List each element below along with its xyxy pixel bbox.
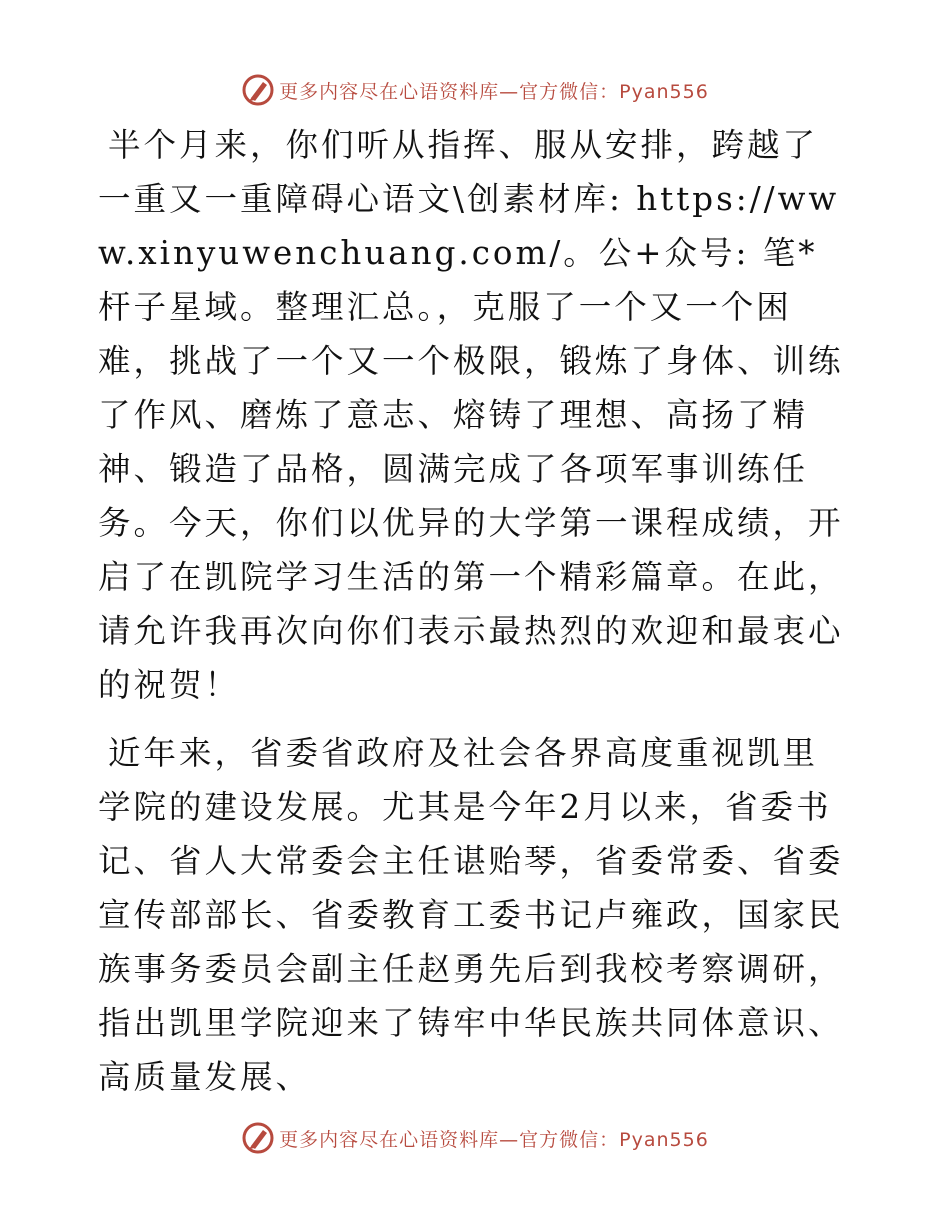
pen-logo-icon bbox=[241, 73, 275, 107]
footer-banner-text: 更多内容尽在心语资料库—官方微信：Pyan556 bbox=[279, 1128, 709, 1151]
footer-banner bbox=[0, 1118, 950, 1158]
paragraph-1: 半个月来，你们听从指挥、服从安排，跨越了一重又一重障碍心语文\创素材库: https://www.xinyuwenchuang.com/。公+众号: 笔*杆子星域。整理汇总。，克服了一个又一个困难，挑战了一个又一个极限，锻炼了身体、训练了作风、磨炼了意志、熔铸了理想、高扬了精神、锻造了品格，圆满完成了各项军事训练任务。今天，你们以优异的大学第一课程成绩，开启了在凯院学习生活的第一个精彩篇章。在此，请允许我再次向你们表示最热烈的欢迎和最衷心的祝贺！ bbox=[98, 126, 844, 704]
paragraph-2: 近年来，省委省政府及社会各界高度重视凯里学院的建设发展。尤其是今年2月以来，省委书记、省人大常委会主任谌贻琴，省委常委、省委宣传部部长、省委教育工委书记卢雍政，国家民族事务委员会副主任赵勇先后到我校考察调研，指出凯里学院迎来了铸牢中华民族共同体意识、高质量发展、 bbox=[98, 734, 844, 1096]
header-banner bbox=[0, 70, 950, 110]
header-banner-text: 更多内容尽在心语资料库—官方微信：Pyan556 bbox=[279, 80, 709, 103]
pen-logo-icon bbox=[241, 1121, 275, 1155]
document-body bbox=[98, 118, 850, 1118]
